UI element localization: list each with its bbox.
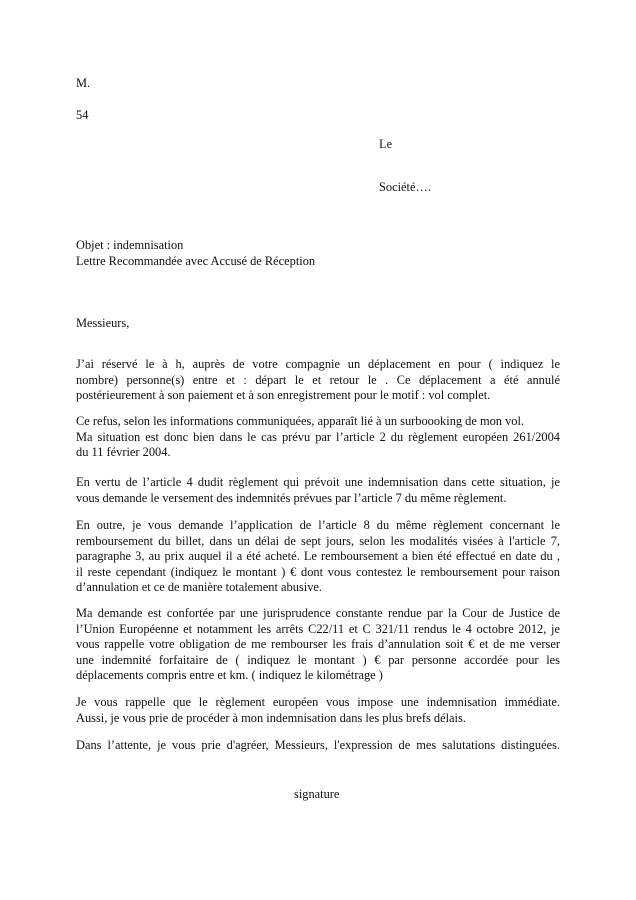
paragraph-line: En vertu de l’article 4 dudit règlement qui prévoit une indemnisation dans cette situation, je (76, 475, 560, 489)
paragraph-line: vous rappelle votre obligation de me rembourser les frais d’annulation soit € et de me verser (76, 637, 560, 652)
paragraph-line: du 11 février 2004. (76, 445, 171, 460)
paragraph-line: Aussi, je vous prie de procéder à mon indemnisation dans les plus brefs délais. (76, 710, 466, 725)
paragraph-jurisprudence (76, 606, 560, 684)
paragraph-line: une indemnité forfaitaire de ( indiquez le montant ) € par personne accordée pour les (76, 652, 560, 667)
paragraph-line: remboursement du billet, dans un délai de sept jours, selon les modalités visées à l'article 7, (76, 533, 560, 548)
signature: signature (294, 787, 340, 801)
paragraph-line: vous demande le versement des indemnités prévues par l’article 7 du même règlement. (76, 490, 507, 505)
paragraph-closing (76, 738, 560, 754)
paragraph-line: Je vous rappelle que le règlement européen vous impose une indemnisation immédiate. (76, 695, 560, 709)
paragraph-line: J’ai réservé le à h, auprès de votre compagnie un déplacement en pour ( indiquez le (76, 357, 560, 371)
paragraph-line: postérieurement à son paiement et à son enregistrement pour le motif : vol complet. (76, 388, 491, 403)
paragraph-line: il reste cependant (indiquez le montant ) € dont vous contestez le remboursement pour raison (76, 564, 560, 579)
paragraph-line: déplacements compris entre et km. ( indiquez le kilométrage ) (76, 668, 383, 683)
paragraph-booking (76, 357, 560, 404)
salutation: Messieurs, (76, 316, 130, 330)
paragraph-line: paragraphe 3, au prix auquel il a été acheté. Le remboursement a bien été effectué en date du , (76, 549, 560, 564)
paragraph-line: l’Union Européenne et notamment les arrêts C22/11 et C 321/11 rendus le 4 octobre 2012, je (76, 621, 560, 636)
paragraph-refusal (76, 414, 560, 461)
paragraph-article-8 (76, 518, 560, 596)
paragraph-line: Dans l’attente, je vous prie d'agréer, Messieurs, l'expression de mes salutations distinguées. (76, 738, 560, 752)
recipient: Société…. (379, 180, 431, 194)
date-line: Le (379, 137, 393, 151)
paragraph-reminder (76, 695, 560, 726)
paragraph-line: Ma situation est donc bien dans le cas prévu par l’article 2 du règlement européen 261/2004 (76, 429, 560, 444)
sender-code: 54 (76, 108, 89, 122)
sender-name: M. (76, 76, 91, 90)
paragraph-line: d’annulation et ce de manière totalement abusive. (76, 580, 322, 595)
paragraph-line: En outre, je vous demande l’application de l’article 8 du même règlement concernant le (76, 518, 560, 532)
subject-line: Objet : indemnisation (76, 238, 184, 252)
paragraph-article-4 (76, 475, 560, 506)
delivery-line: Lettre Recommandée avec Accusé de Réception (76, 254, 316, 268)
paragraph-line: Ma demande est confortée par une jurisprudence constante rendue par la Cour de Justice de (76, 606, 560, 620)
paragraph-line: nombre) personne(s) entre et : départ le et retour le . Ce déplacement a été annulé (76, 372, 560, 387)
paragraph-line: Ce refus, selon les informations communiquées, apparaît lié à un surboooking de mon vol. (76, 414, 525, 428)
